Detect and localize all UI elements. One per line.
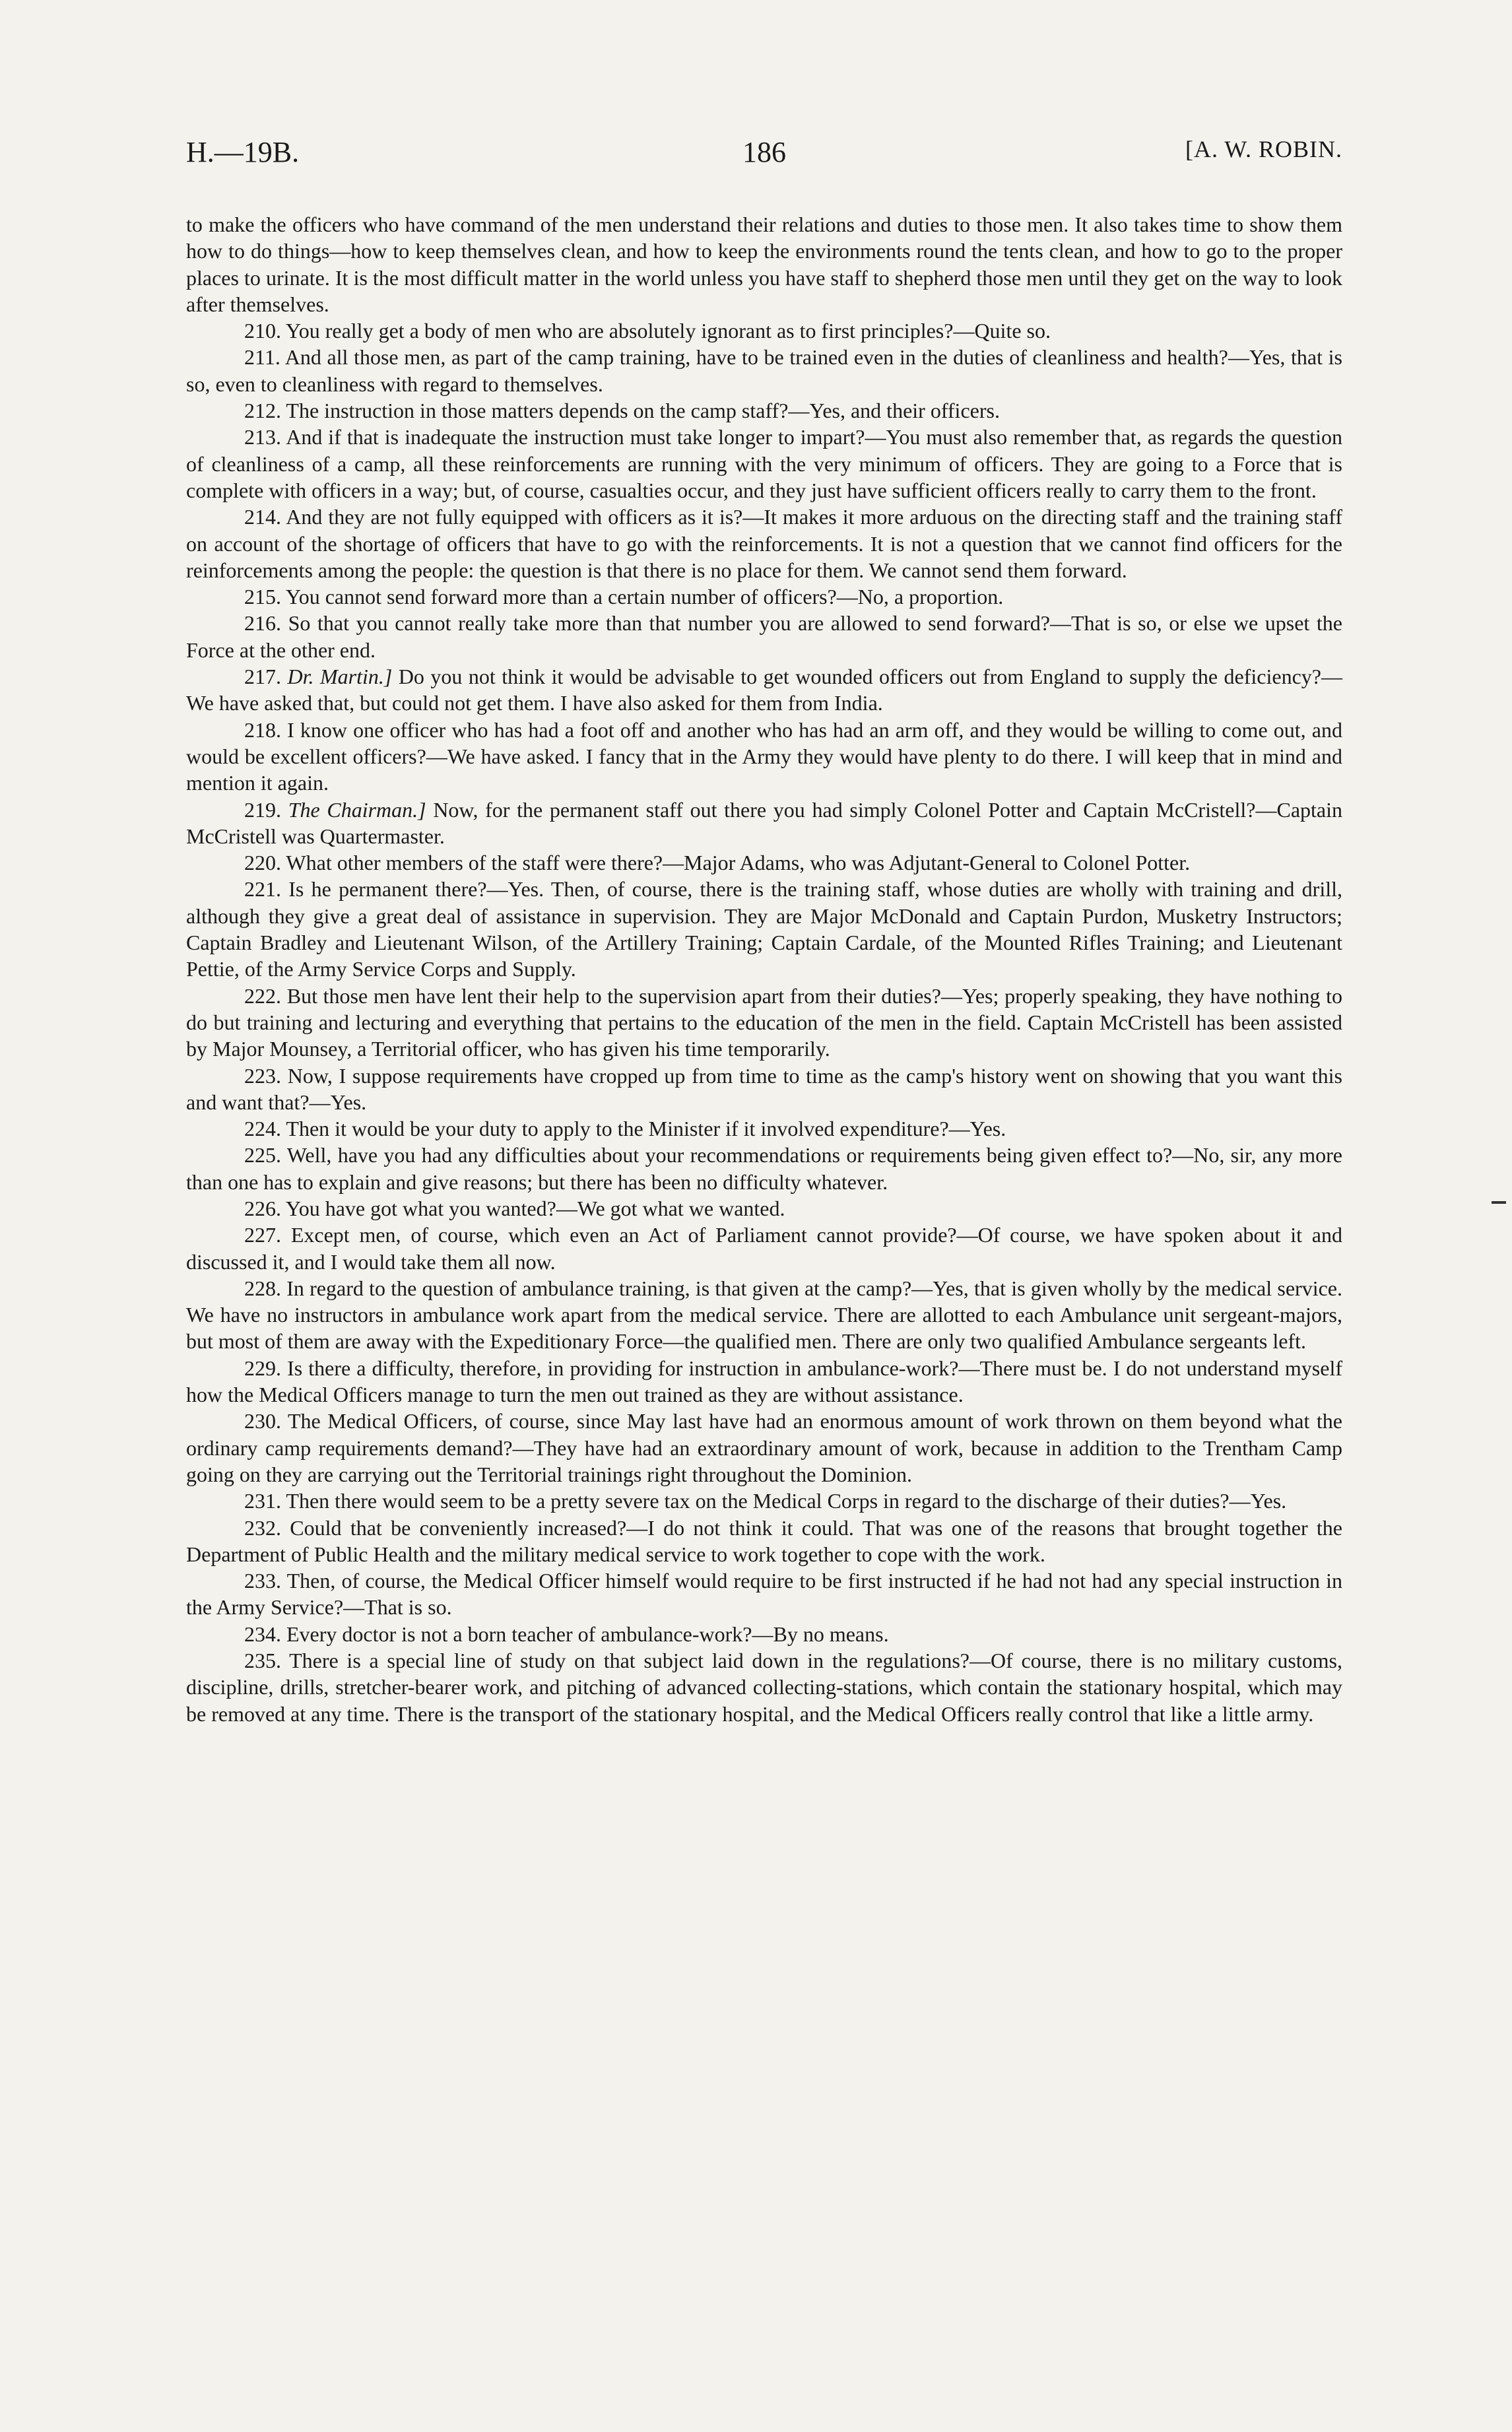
testimony-paragraph	[186, 1222, 1342, 1275]
testimony-paragraph	[186, 1515, 1342, 1568]
testimony-paragraph	[186, 983, 1342, 1063]
question-number: 213.	[244, 425, 281, 449]
paragraph-text: And if that is inadequate the instruction must take longer to impart?—You must also remember that, as regards the question of cleanliness of a camp, all these reinforcements are running with the very minimum of officers. They are going to a Force that is complete with officers in a way; but, of course, casualties occur, and they just have sufficient officers really to carry them to the front.	[186, 425, 1343, 502]
paragraph-text: You have got what you wanted?—We got what we wanted.	[285, 1196, 785, 1220]
paragraph-text: Well, have you had any difficulties about your recommendations or requirements being given effect to?—No, sir, any more than one has to explain and give reasons; but there has been no difficulty whatever.	[186, 1143, 1343, 1194]
testimony-paragraph	[186, 663, 1342, 717]
testimony-paragraph	[186, 610, 1342, 663]
question-number: 211.	[244, 345, 280, 370]
paragraph-text: The Medical Officers, of course, since May last have had an enormous amount of work thrown on them beyond what the ordinary camp requirements demand?—They have had an extraordinary amount of work, because in addition to the Trentham Camp going on they are carrying out the Territorial trainings right throughout the Dominion.	[186, 1409, 1342, 1486]
speaker-label: The Chairman.]	[288, 797, 426, 822]
question-number: 227.	[244, 1223, 281, 1247]
document-reference: H.—19B.	[186, 136, 300, 168]
question-number: 233.	[244, 1569, 281, 1593]
testimony-paragraph	[186, 1567, 1342, 1621]
document-page	[186, 135, 1342, 1727]
question-number: 226.	[244, 1196, 281, 1220]
testimony-paragraph	[186, 1355, 1342, 1408]
question-number: 230.	[244, 1409, 281, 1433]
testimony-paragraph	[186, 717, 1342, 797]
paragraph-text: In regard to the question of ambulance training, is that given at the camp?—Yes, that is given wholly by the medical service. We have no instructors in ambulance work apart from the medical service. There are allotted to each Ambulance unit sergeant-majors, but most of them are away with the Expeditionary Force—the qualified men. There are only two qualified Ambulance sergeants left.	[186, 1276, 1343, 1354]
paragraph-text: Do you not think it would be advisable to get wounded officers out from England to supply the deficiency?—We have asked that, but could not get them. I have also asked for them from India.	[186, 665, 1343, 715]
question-number: 221.	[244, 877, 281, 902]
question-number: 220.	[244, 851, 281, 875]
testimony-paragraph	[186, 849, 1342, 876]
paragraph-text: Then there would seem to be a pretty severe tax on the Medical Corps in regard to the discharge of their duties?—Yes.	[286, 1489, 1287, 1513]
question-number: 214.	[244, 505, 281, 529]
question-number: 229.	[244, 1356, 281, 1380]
paragraph-text: Is there a difficulty, therefore, in providing for instruction in ambulance-work?—There must be. I do not understand myself how the Medical Officers manage to turn the men out trained as they are without assistance.	[186, 1356, 1342, 1407]
question-number: 225.	[244, 1143, 281, 1167]
testimony-paragraph	[186, 797, 1342, 850]
testimony-paragraph	[186, 211, 1342, 317]
testimony-paragraph	[186, 1621, 1342, 1647]
testimony-paragraph	[186, 344, 1342, 397]
question-number: 218.	[244, 717, 281, 742]
paragraph-text: You really get a body of men who are absolutely ignorant as to first principles?—Quite so.	[285, 319, 1051, 343]
speaker-label: Dr. Martin.]	[287, 665, 393, 689]
question-number: 223.	[244, 1063, 281, 1088]
testimony-paragraph	[186, 1063, 1342, 1116]
paragraph-text: Is he permanent there?—Yes. Then, of course, there is the training staff, whose duties are wholly with training and drill, although they give a great deal of assistance in supervision. They are Major McDonald and Captain Purdon, Musketry Instructors; Captain Bradley and Lieutenant Wilson, of the Artillery Training; Captain Cardale, of the Mounted Rifles Training; and Lieutenant Pettie, of the Army Service Corps and Supply.	[186, 877, 1343, 981]
question-number: 224.	[244, 1117, 281, 1141]
paragraph-text: Then it would be your duty to apply to the Minister if it involved expenditure?—Yes.	[286, 1117, 1006, 1141]
question-number: 212.	[244, 399, 281, 423]
paragraph-text: And all those men, as part of the camp training, have to be trained even in the duties of cleanliness and health?—Yes, that is so, even to cleanliness with regard to themselves.	[186, 345, 1343, 396]
paragraph-text: What other members of the staff were there?—Major Adams, who was Adjutant-General to Colonel Potter.	[286, 851, 1191, 875]
question-number: 228.	[244, 1276, 281, 1300]
question-number: 232.	[244, 1515, 281, 1540]
paragraph-text: Now, for the permanent staff out there you had simply Colonel Potter and Captain McCristell?—Captain McCristell was Quartermaster.	[186, 797, 1343, 848]
question-number: 235.	[244, 1649, 281, 1673]
question-number: 215.	[244, 585, 281, 609]
testimony-paragraph	[186, 1408, 1342, 1488]
testimony-paragraph	[186, 1275, 1342, 1355]
page-number: 186	[742, 136, 786, 168]
testimony-paragraph	[186, 1115, 1342, 1142]
testimony-paragraph	[186, 424, 1342, 504]
question-number: 222.	[244, 983, 281, 1008]
question-number: 234.	[244, 1622, 281, 1646]
testimony-paragraph	[186, 876, 1342, 982]
testimony-paragraph	[186, 1647, 1342, 1727]
paragraph-text: So that you cannot really take more than that number you are allowed to send forward?—That is so, or else we upset the Force at the other end.	[186, 611, 1342, 662]
question-number: 210.	[244, 319, 281, 343]
paragraph-text: I know one officer who has had a foot off and another who has had an arm off, and they would be willing to come out, and would be excellent officers?—We have asked. I fancy that in the Army they would have plenty to do there. I will keep that in mind and mention it again.	[186, 717, 1343, 795]
paragraph-text: Except men, of course, which even an Act of Parliament cannot provide?—Of course, we have spoken about it and discussed it, and I would take them all now.	[186, 1223, 1343, 1274]
testimony-paragraph	[186, 583, 1342, 610]
question-number: 216.	[244, 611, 281, 636]
paragraph-text: You cannot send forward more than a certain number of officers?—No, a proportion.	[285, 585, 1004, 609]
paragraph-text: There is a special line of study on that subject laid down in the regulations?—Of course, there is no military customs, discipline, drills, stretcher-bearer work, and pitching of advanced collecting-stations, which contain the stationary hospital, which may be removed at any time. There is the transport of the stationary hospital, and the Medical Officers really control that like a little army.	[186, 1649, 1343, 1726]
paragraph-text: to make the officers who have command of the men understand their relations and duties to those men. It also takes time to show them how to do things—how to keep themselves clean, and how to keep the environments round the tents clean, and how to go to the proper places to urinate. It is the most difficult matter in the world unless you have staff to shepherd those men until they get on the way to look after themselves.	[186, 213, 1342, 316]
question-number: 219.	[244, 797, 281, 822]
testimony-paragraph	[186, 317, 1342, 344]
paragraph-text: Then, of course, the Medical Officer himself would require to be first instructed if he had not had any special instruction in the Army Service?—That is so.	[186, 1569, 1343, 1620]
testimony-paragraph	[186, 1142, 1342, 1195]
witness-name: [A. W. ROBIN.	[1185, 136, 1342, 162]
margin-mark	[1492, 1201, 1506, 1204]
paragraph-text: Now, I suppose requirements have cropped up from time to time as the camp's history went on showing that you want this and want that?—Yes.	[186, 1063, 1343, 1114]
paragraph-text: Could that be conveniently increased?—I do not think it could. That was one of the reasons that brought together the Department of Public Health and the military medical service to work together to cope with the work.	[186, 1515, 1343, 1566]
page-header	[186, 135, 1342, 175]
testimony-body	[186, 211, 1342, 1727]
paragraph-text: The instruction in those matters depends on the camp staff?—Yes, and their officers.	[286, 399, 1000, 423]
paragraph-text: Every doctor is not a born teacher of ambulance-work?—By no means.	[286, 1622, 889, 1646]
question-number: 231.	[244, 1489, 281, 1513]
testimony-paragraph	[186, 397, 1342, 424]
testimony-paragraph	[186, 1195, 1342, 1222]
testimony-paragraph	[186, 1488, 1342, 1514]
paragraph-text: And they are not fully equipped with officers as it is?—It makes it more arduous on the directing staff and the training staff on account of the shortage of officers that have to go with the reinforcements. It is not a question that we cannot find officers for the reinforcements among the people: the question is that there is no place for them. We cannot send them forward.	[186, 505, 1343, 582]
testimony-paragraph	[186, 504, 1342, 583]
paragraph-text: But those men have lent their help to the supervision apart from their duties?—Yes; properly speaking, they have nothing to do but training and lecturing and everything that pertains to the education of the men in the field. Captain McCristell has been assisted by Major Mounsey, a Territorial officer, who has given his time temporarily.	[186, 983, 1343, 1061]
question-number: 217.	[244, 665, 281, 689]
